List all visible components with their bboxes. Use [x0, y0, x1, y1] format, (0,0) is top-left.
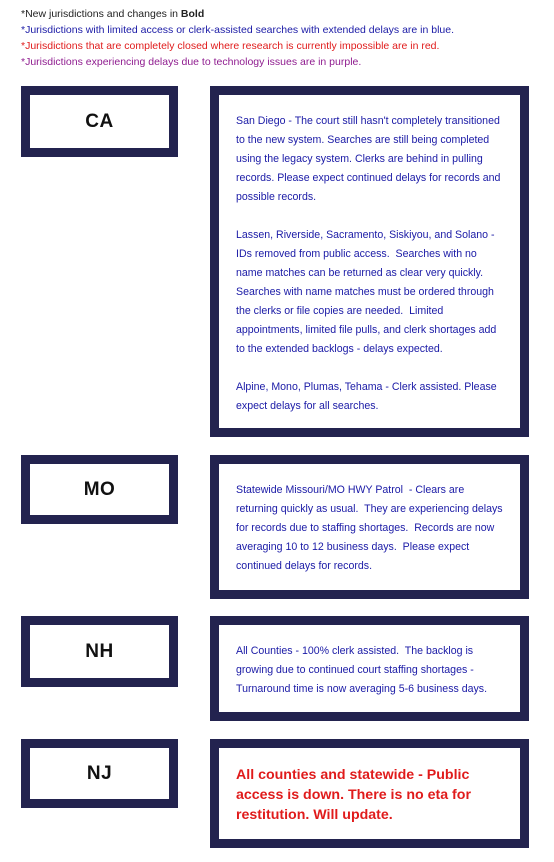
- legend-closed: *Jurisdictions that are completely closed where research is currently impossible are in red.: [21, 40, 440, 52]
- legend-bold-word: Bold: [180, 8, 205, 20]
- state-label-nj: NJ: [86, 762, 113, 784]
- legend-new-changes-text: *New jurisdictions and changes in: [21, 8, 181, 20]
- state-label-ca: CA: [85, 110, 114, 132]
- state-label-nh: NH: [85, 640, 114, 662]
- state-box-mo: [21, 455, 178, 524]
- state-box-nh: [21, 616, 178, 687]
- detail-box-nj: [210, 739, 529, 848]
- legend-tech-delays: *Jurisdictions experiencing delays due to technology issues are in purple.: [21, 56, 362, 68]
- ca-multi-county-note: Lassen, Riverside, Sacramento, Siskiyou, and Solano - IDs removed from public access. Searches with no name matches can be returned as clear very quickly. Searches with name matches must be ordered through the clerks or file copies are needed. Limited appointments, limited file pulls, and clerk shortages add to the extended backlogs - delays expected.: [236, 229, 501, 355]
- legend-new-changes: [21, 6, 541, 22]
- ca-san-diego-note: San Diego - The court still hasn't completely transitioned to the new system. Searches are still being completed using the legacy system. Clerks are behind in pulling records. Please expect continued delays for records and possible records.: [236, 115, 504, 203]
- state-box-ca: [21, 86, 178, 157]
- ca-clerk-assisted-note: Alpine, Mono, Plumas, Tehama - Clerk assisted. Please expect delays for all searches.: [236, 381, 500, 412]
- state-label-mo: MO: [83, 478, 116, 500]
- mo-statewide-note: Statewide Missouri/MO HWY Patrol - Clears are returning quickly as usual. They are experiencing delays for records due to staffing shortages. Records are now averaging 10 to 12 business days. Please expect continued delays for records.: [236, 484, 506, 572]
- detail-box-nh: [210, 616, 529, 721]
- detail-box-mo: [210, 455, 529, 599]
- legend: [21, 6, 541, 70]
- legend-limited-access: *Jurisdictions with limited access or clerk-assisted searches with extended delays are in blue.: [21, 24, 455, 36]
- nj-closed-note: All counties and statewide - Public access is down. There is no eta for restitution. Will update.: [236, 767, 475, 823]
- state-box-nj: [21, 739, 178, 808]
- detail-box-ca: [210, 86, 529, 437]
- nh-all-counties-note: All Counties - 100% clerk assisted. The backlog is growing due to continued court staffing shortages - Turnaround time is now averaging 5-6 business days.: [236, 645, 488, 695]
